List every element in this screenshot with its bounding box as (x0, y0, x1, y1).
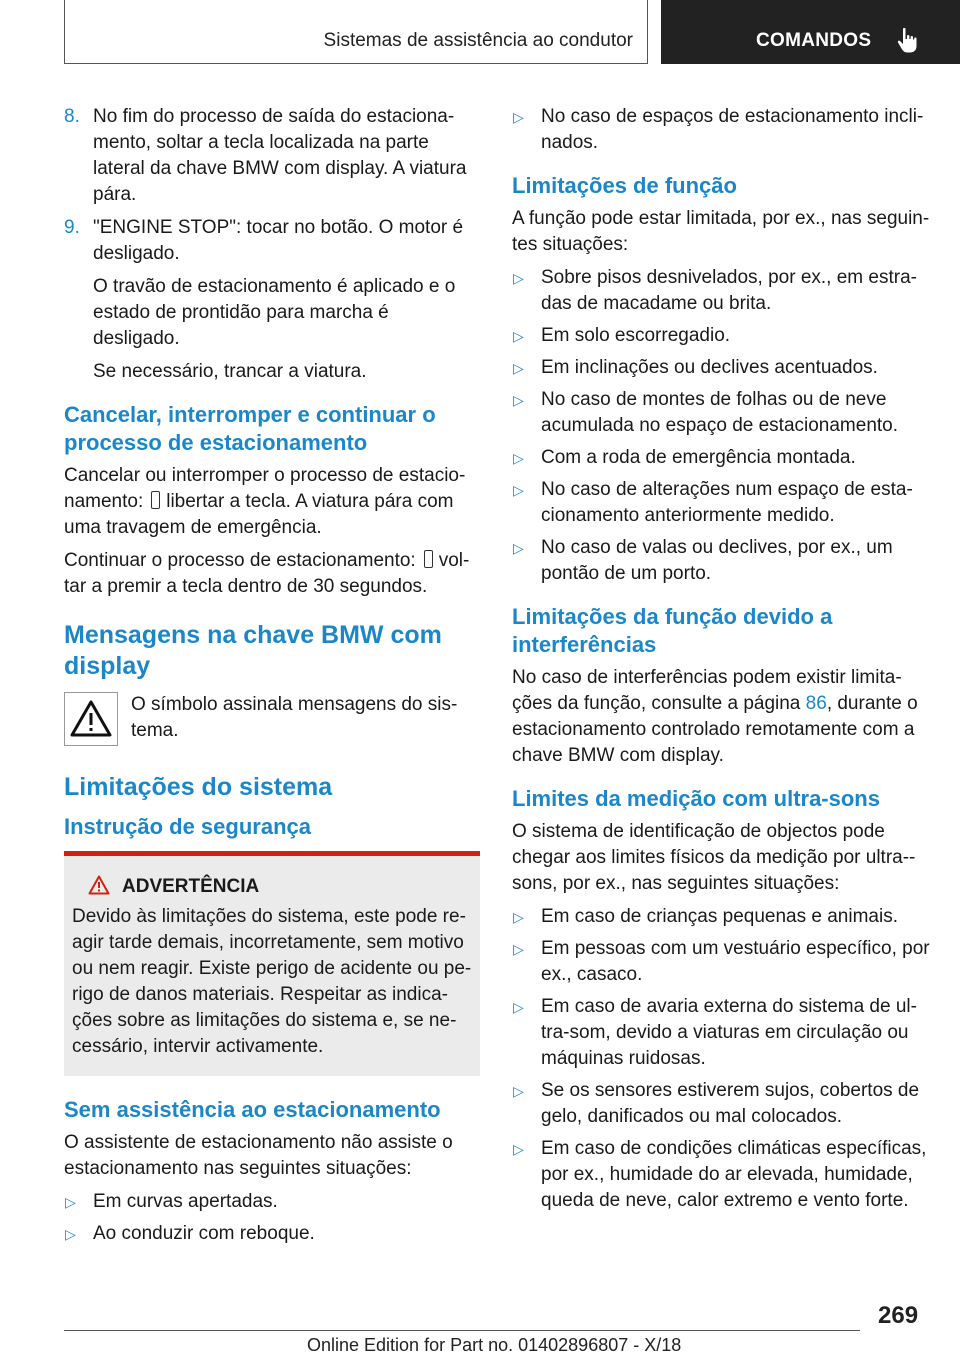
ultrasound-text: O sistema de identificação de objectos pode chegar aos limites físicos da medição por ultra--sons, por ex., nas seguintes situações: (512, 821, 916, 894)
list-item (512, 994, 932, 1072)
step-9-detail: Se necessário, trancar a viatura. (93, 361, 367, 382)
page-reference-link[interactable]: 86 (805, 693, 827, 714)
key-button-icon (424, 550, 433, 568)
list-item (512, 104, 932, 156)
bullet-triangle-icon: ▷ (65, 1194, 76, 1210)
list-item-text: Em caso de condições climáticas específicas, por ex., humidade do ar elevada, humidade, queda de neve, calor extremo e vento forte. (541, 1138, 927, 1211)
warning-title: ADVERTÊNCIA (122, 876, 260, 897)
header-section-box (64, 0, 648, 64)
list-item-text: Ao conduzir com reboque. (93, 1223, 315, 1244)
step-item-8 (64, 104, 480, 208)
page-number: 269 (878, 1302, 919, 1329)
function-limits-list (512, 265, 932, 587)
cancel-paragraph (64, 463, 480, 541)
bullet-triangle-icon: ▷ (65, 1226, 76, 1242)
list-item (512, 387, 932, 439)
continued-list (512, 104, 932, 156)
list-item (512, 355, 932, 381)
step-9-detail: O travão de estacionamento é aplicado e o estado de prontidão para marcha é desligado. (93, 276, 456, 349)
heading-ultrasound: Limites da medição com ultra-sons (512, 786, 880, 811)
bullet-triangle-icon: ▷ (513, 909, 524, 925)
section-title: Sistemas de assistência ao condutor (323, 30, 633, 51)
list-item-text: No caso de valas ou declives, por ex., um pontão de um porto. (541, 537, 893, 584)
list-item (512, 936, 932, 988)
warning-text: Devido às limitações do sistema, este pode re-agir tarde demais, incorretamente, sem motivo ou nem reagir. Existe perigo de acidente ou pe-rigo de danos materiais. Respeitar as indica-ções sobre as limitações do sistema e, se ne-cessário, intervir activamente. (72, 906, 472, 1057)
continue-text-a: Continuar o processo de estacionamento: (64, 550, 416, 571)
list-item (512, 445, 932, 471)
list-item-text: Se os sensores estiverem sujos, cobertos de gelo, danificados ou mal colocados. (541, 1080, 920, 1127)
warning-triangle-icon (65, 693, 117, 745)
cancel-text-b: libertar a tecla. A viatura pára com uma travagem de emergência. (64, 491, 454, 538)
list-item (512, 265, 932, 317)
list-item-text: Em inclinações ou declives acentuados. (541, 357, 878, 378)
bullet-triangle-icon: ▷ (513, 1141, 524, 1157)
bullet-triangle-icon: ▷ (513, 360, 524, 376)
chapter-title: COMANDOS (756, 30, 872, 51)
no-assist-text: O assistente de estacionamento não assiste o estacionamento nas seguintes situações: (64, 1132, 453, 1179)
list-item (512, 1078, 932, 1130)
list-item (512, 323, 932, 349)
warning-box (64, 851, 480, 1076)
function-limits-text: A função pode estar limitada, por ex., nas seguin-tes situações: (512, 208, 930, 255)
left-column (64, 104, 480, 1253)
bullet-triangle-icon: ▷ (513, 270, 524, 286)
bullet-triangle-icon: ▷ (513, 1083, 524, 1099)
list-item-text: Sobre pisos desnivelados, por ex., em estra-das de macadame ou brita. (541, 267, 917, 314)
list-item (64, 1189, 480, 1215)
list-item-text: No caso de montes de folhas ou de neve acumulada no espaço de estacionamento. (541, 389, 899, 436)
list-item-text: Em solo escorregadio. (541, 325, 731, 346)
bullet-triangle-icon: ▷ (513, 392, 524, 408)
step-number: 9. (64, 217, 80, 238)
warning-icon (88, 875, 110, 895)
step-text: "ENGINE STOP": tocar no botão. O motor é desligado. (93, 217, 464, 264)
heading-no-assist: Sem assistência ao estacionamento (64, 1097, 441, 1122)
list-item (64, 1221, 480, 1247)
bullet-triangle-icon: ▷ (513, 941, 524, 957)
list-item (512, 1136, 932, 1214)
right-column (512, 104, 932, 1220)
heading-limits: Limitações do sistema (64, 773, 333, 801)
continue-text-b: vol-tar a premir a tecla dentro de 30 segundos. (64, 550, 470, 597)
warning-symbol-box (64, 692, 118, 746)
bullet-triangle-icon: ▷ (513, 109, 524, 125)
list-item-text: Em caso de avaria externa do sistema de ul-tra-som, devido a viaturas em circulação ou máquinas ruidosas. (541, 996, 917, 1069)
step-item-9 (64, 215, 480, 267)
footer-divider (64, 1330, 860, 1331)
no-assist-list (64, 1189, 480, 1247)
list-item-text: No caso de alterações num espaço de esta-cionamento anteriormente medido. (541, 479, 913, 526)
bullet-triangle-icon: ▷ (513, 328, 524, 344)
cancel-text-a: Cancelar ou interromper o processo de estacio-namento: (64, 465, 466, 512)
interference-text (512, 665, 932, 769)
warning-header (72, 874, 472, 900)
list-item (512, 535, 932, 587)
list-item-text: No caso de espaços de estacionamento incli-nados. (541, 106, 924, 153)
bullet-triangle-icon: ▷ (513, 482, 524, 498)
list-item (512, 477, 932, 529)
messages-text: O símbolo assinala mensagens do sis-tema. (131, 694, 458, 741)
interference-text-a: No caso de interferências podem existir limita-ções da função, consulte a página (512, 667, 902, 714)
bullet-triangle-icon: ▷ (513, 540, 524, 556)
bullet-triangle-icon: ▷ (513, 999, 524, 1015)
warning-symbol-row (64, 692, 480, 752)
heading-interference: Limitações da função devido a interferências (512, 604, 833, 657)
heading-messages: Mensagens na chave BMW com display (64, 621, 442, 680)
hand-pointer-icon (895, 26, 921, 54)
heading-safety: Instrução de segurança (64, 814, 311, 839)
list-item-text: Em caso de crianças pequenas e animais. (541, 906, 898, 927)
heading-cancel: Cancelar, interromper e continuar o processo de estacionamento (64, 402, 436, 455)
ultrasound-list (512, 904, 932, 1214)
list-item-text: Com a roda de emergência montada. (541, 447, 856, 468)
list-item-text: Em curvas apertadas. (93, 1191, 278, 1212)
step-text: No fim do processo de saída do estaciona-mento, soltar a tecla localizada na parte lateral da chave BMW com display. A viatura pára. (93, 106, 467, 205)
heading-function-limits: Limitações de função (512, 173, 737, 198)
edition-text: Online Edition for Part no. 01402896807 - X/18 (307, 1335, 682, 1355)
continue-paragraph (64, 548, 480, 600)
key-button-icon (151, 491, 160, 509)
bullet-triangle-icon: ▷ (513, 450, 524, 466)
header-chapter-box (661, 0, 960, 64)
list-item (512, 904, 932, 930)
interference-text-b: , durante o estacionamento controlado remotamente com a chave BMW com display. (512, 693, 918, 766)
list-item-text: Em pessoas com um vestuário específico, por ex., casaco. (541, 938, 930, 985)
step-number: 8. (64, 106, 80, 127)
